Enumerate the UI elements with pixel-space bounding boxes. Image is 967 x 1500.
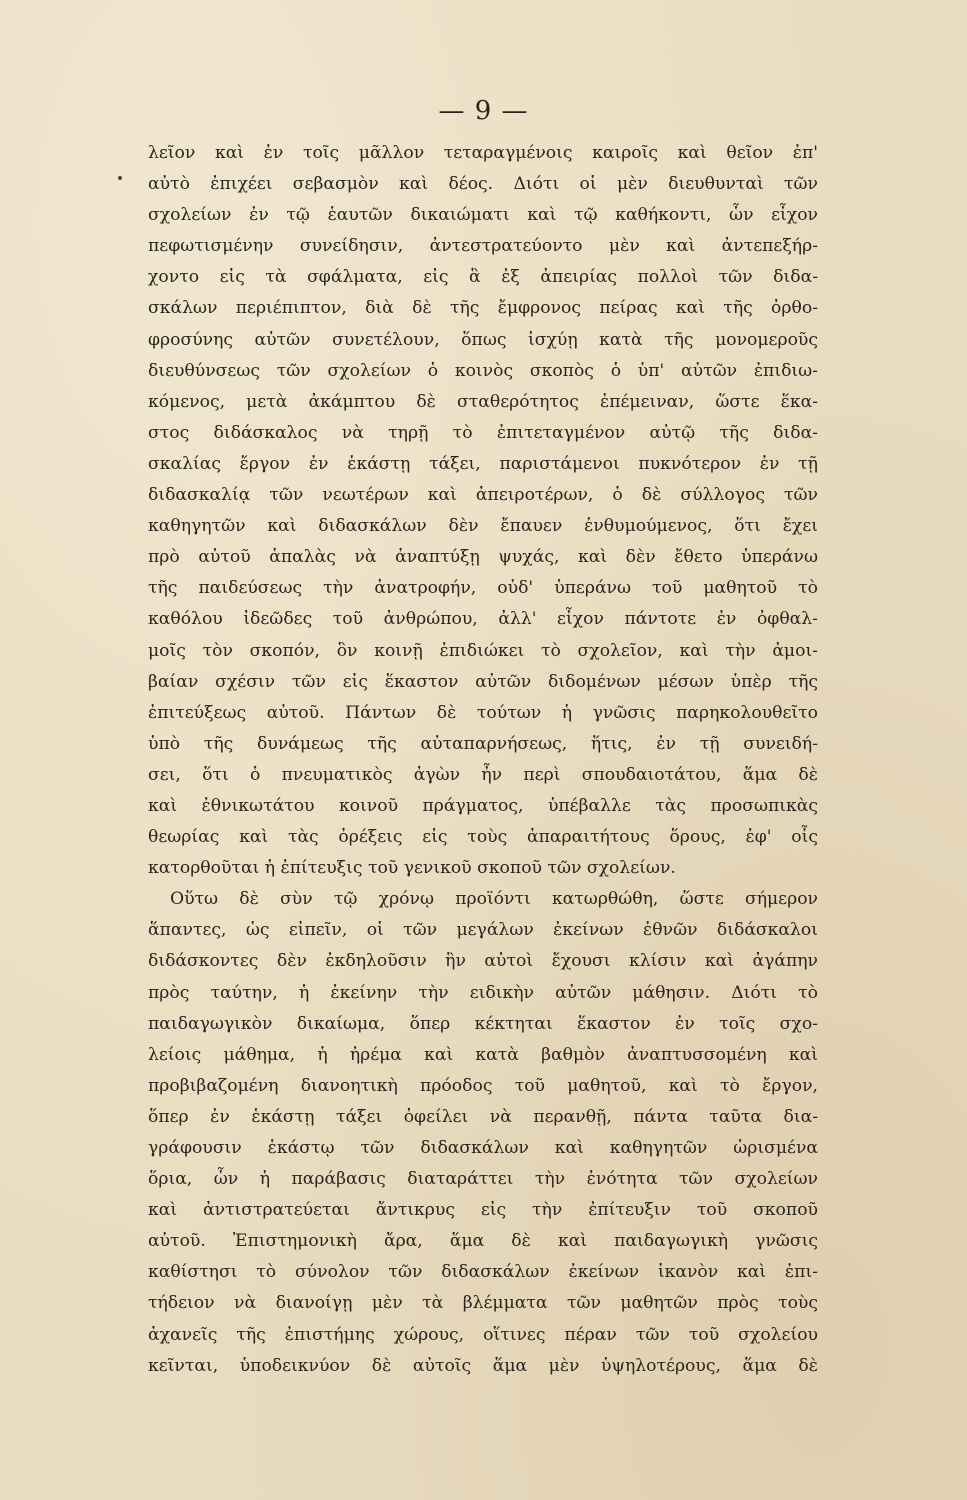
text-line: διδασκαλίᾳ τῶν νεωτέρων καὶ ἀπειροτέρων, ὁ δὲ σύλλογος τῶν [148,485,818,506]
text-line: κόμενος, μετὰ ἀκάμπτου δὲ σταθερότητος ἐπέμειναν, ὥστε ἕκα- [148,391,818,412]
text-line: στος διδάσκαλος νὰ τηρῇ τὸ ἐπιτεταγμένον αὐτῷ τῆς διδα- [148,422,818,443]
text-line: ἀχανεῖς τῆς ἐπιστήμης χώρους, οἵτινες πέραν τῶν τοῦ σχολείου [148,1324,818,1345]
text-line: σχολείων ἐν τῷ ἑαυτῶν δικαιώματι καὶ τῷ καθήκοντι, ὧν εἶχον [148,205,818,226]
text-line: πρὸς ταύτην, ἡ ἐκείνην τὴν ειδικὴν αὐτῶν μάθησιν. Διότι τὸ [148,982,818,1003]
text-line: ἅπαντες, ὡς εἰπεῖν, οἱ τῶν μεγάλων ἐκείνων ἐθνῶν διδάσκαλοι [148,920,818,941]
margin-mark [118,176,122,180]
text-line: τήδειον νὰ διανοίγῃ μὲν τὰ βλέμματα τῶν μαθητῶν πρὸς τοὺς [148,1293,818,1314]
text-line: λεῖον καὶ ἐν τοῖς μᾶλλον τεταραγμένοις καιροῖς καὶ θεῖον ἐπ' [148,143,818,163]
text-line: πεφωτισμένην συνείδησιν, ἀντεστρατεύοντο μὲν καὶ ἀντεπεξήρ- [148,236,818,257]
text-line-paragraph-start: Οὕτω δὲ σὺν τῷ χρόνῳ προϊόντι κατωρθώθη, ὥστε σήμερον [170,889,818,910]
text-line: κεῖνται, ὑποδεικνύον δὲ αὐτοῖς ἅμα μὲν ὑψηλοτέρους, ἅμα δὲ [148,1355,818,1376]
text-line: σει, ὅτι ὁ πνευματικὸς ἀγὼν ἦν περὶ σπουδαιοτάτου, ἅμα δὲ [148,764,818,785]
text-line: ἐπιτεύξεως αὐτοῦ. Πάντων δὲ τούτων ἡ γνῶσις παρηκολουθεῖτο [148,702,818,723]
text-line: σκάλων περιέπιπτον, διὰ δὲ τῆς ἔμφρονος πείρας καὶ τῆς ὀρθο- [148,298,818,319]
text-line: διευθύνσεως τῶν σχολείων ὁ κοινὸς σκοπὸς ὁ ὑπ' αὐτῶν ἐπιδιω- [148,360,818,381]
body-text [148,138,818,1382]
text-line: ὅρια, ὧν ἡ παράβασις διαταράττει τὴν ἑνότητα τῶν σχολείων [148,1169,818,1190]
text-line: τῆς παιδεύσεως τὴν ἀνατροφήν, οὐδ' ὑπεράνω τοῦ μαθητοῦ τὸ [148,578,818,599]
text-line: παιδαγωγικὸν δικαίωμα, ὅπερ κέκτηται ἕκαστον ἐν τοῖς σχο- [148,1013,818,1034]
text-line: χοντο εἰς τὰ σφάλματα, εἰς ἃ ἐξ ἀπειρίας πολλοὶ τῶν διδα- [148,267,818,288]
text-line: λείοις μάθημα, ἡ ἠρέμα καὶ κατὰ βαθμὸν ἀναπτυσσομένη καὶ [148,1044,818,1065]
text-line: καθηγητῶν καὶ διδασκάλων δὲν ἔπαυεν ἐνθυμούμενος, ὅτι ἔχει [148,516,818,537]
text-line: προβιβαζομένη διανοητικὴ πρόοδος τοῦ μαθητοῦ, καὶ τὸ ἔργον, [148,1075,818,1096]
text-line: θεωρίας καὶ τὰς ὀρέξεις εἰς τοὺς ἀπαραιτήτους ὅρους, ἐφ' οἷς [148,827,818,848]
text-line: καὶ ἀντιστρατεύεται ἄντικρυς εἰς τὴν ἐπίτευξιν τοῦ σκοποῦ [148,1200,818,1221]
text-line: γράφουσιν ἑκάστῳ τῶν διδασκάλων καὶ καθηγητῶν ὡρισμένα [148,1138,818,1158]
text-line: αὐτοῦ. Ἐπιστημονικὴ ἄρα, ἅμα δὲ καὶ παιδαγωγικὴ γνῶσις [148,1231,818,1252]
text-line: καθίστησι τὸ σύνολον τῶν διδασκάλων ἐκείνων ἱκανὸν καὶ ἐπι- [148,1262,818,1283]
text-line: σκαλίας ἔργον ἐν ἑκάστῃ τάξει, παριστάμενοι πυκνότερον ἐν τῇ [148,453,818,474]
text-line: καὶ ἐθνικωτάτου κοινοῦ πράγματος, ὑπέβαλλε τὰς προσωπικὰς [148,795,818,816]
text-line: φροσύνης αὐτῶν συνετέλουν, ὅπως ἰσχύῃ κατὰ τῆς μονομεροῦς [148,329,818,350]
text-line: ὑπὸ τῆς δυνάμεως τῆς αὐταπαρνήσεως, ἥτις, ἐν τῇ συνειδή- [148,733,818,754]
text-line-paragraph-end: κατορθοῦται ἡ ἐπίτευξις τοῦ γενικοῦ σκοποῦ τῶν σχολείων. [148,858,676,879]
page-number: — 9 — [438,96,529,126]
text-line: βαίαν σχέσιν τῶν εἰς ἕκαστον αὐτῶν διδομένων μέσων ὑπὲρ τῆς [148,671,818,692]
text-line: πρὸ αὐτοῦ ἁπαλὰς νὰ ἀναπτύξῃ ψυχάς, καὶ δὲν ἔθετο ὑπεράνω [148,547,818,568]
text-line: καθόλου ἰδεῶδες τοῦ ἀνθρώπου, ἀλλ' εἶχον πάντοτε ἐν ὀφθαλ- [148,609,818,630]
text-line: αὐτὸ ἐπιχέει σεβασμὸν καὶ δέος. Διότι οἱ μὲν διευθυνταὶ τῶν [148,174,818,195]
text-line: μοῖς τὸν σκοπόν, ὃν κοινῇ ἐπιδιώκει τὸ σχολεῖον, καὶ τὴν ἀμοι- [148,640,818,661]
text-line: ὅπερ ἐν ἑκάστῃ τάξει ὀφείλει νὰ περανθῇ, πάντα ταῦτα δια- [148,1106,818,1127]
text-line: διδάσκοντες δὲν ἐκδηλοῦσιν ἣν αὐτοὶ ἔχουσι κλίσιν καὶ ἀγάπην [148,951,818,972]
